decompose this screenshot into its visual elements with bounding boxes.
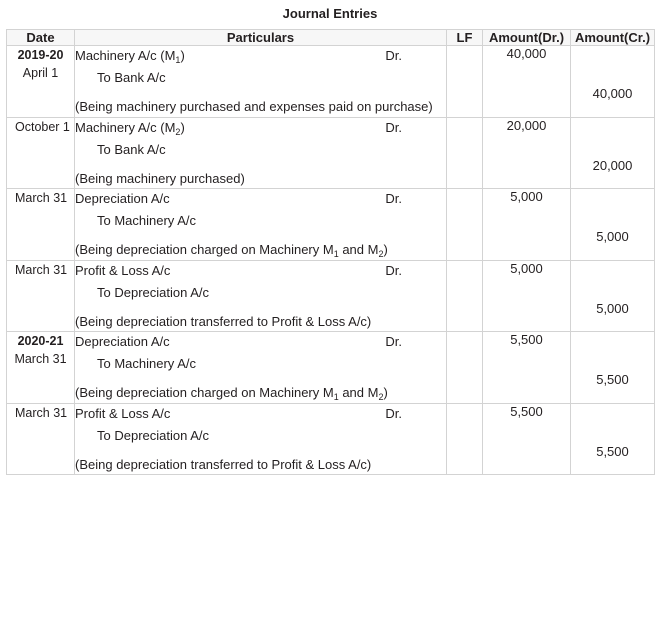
debit-account: Depreciation A/c (75, 334, 170, 349)
entry-amount-dr-cell: 5,500 (483, 332, 571, 404)
debit-account: Depreciation A/c (75, 191, 170, 206)
entry-amount-cr-cell: 5,000 (571, 260, 655, 332)
narration-subscript: 2 (378, 249, 384, 259)
entry-date-cell (7, 46, 75, 118)
entry-amount-dr-cell: 20,000 (483, 117, 571, 189)
dr-marker: Dr. (385, 334, 402, 349)
entry-day: March 31 (15, 262, 68, 277)
entry-date-cell (7, 332, 75, 404)
narration-line: (Being depreciation transferred to Profit & Loss A/c) (75, 456, 372, 472)
dr-marker: Dr. (385, 405, 402, 421)
narration-subscript: 1 (333, 249, 339, 259)
entry-lf-cell (447, 189, 483, 261)
entry-date-cell (7, 189, 75, 261)
narration-line: (Being machinery purchased) (75, 170, 245, 186)
debit-account-tail: ) (180, 48, 185, 63)
debit-line (75, 46, 446, 68)
entry-lf-cell (447, 332, 483, 404)
debit-line (75, 189, 446, 211)
credit-line (75, 140, 446, 162)
narration-part: (Being depreciation charged on Machinery M (75, 242, 334, 257)
table-row (7, 403, 655, 475)
narration-part: ) (383, 242, 388, 257)
entry-year: 2019-20 (17, 48, 64, 62)
credit-line (75, 283, 446, 305)
entry-amount-cr-cell: 5,500 (571, 403, 655, 475)
table-row (7, 117, 655, 189)
entry-amount-dr-cell: 5,000 (483, 260, 571, 332)
credit-line (75, 354, 446, 376)
column-header-lf: LF (447, 30, 483, 46)
entry-particulars-cell (75, 260, 447, 332)
credit-account: To Machinery A/c (97, 213, 196, 228)
narration-subscript: 1 (333, 392, 339, 402)
dr-marker: Dr. (385, 191, 402, 206)
entry-amount-cr-cell: 20,000 (571, 117, 655, 189)
entry-amount-cr-cell: 5,500 (571, 332, 655, 404)
narration-part: (Being depreciation charged on Machinery M (75, 385, 334, 400)
narration-line: (Being machinery purchased and expenses paid on purchase) (75, 99, 433, 114)
entry-particulars-cell (75, 403, 447, 475)
entry-lf-cell (447, 46, 483, 118)
table-row (7, 260, 655, 332)
entry-particulars-cell (75, 189, 447, 261)
debit-account-subscript: 1 (175, 55, 181, 65)
entry-day: March 31 (15, 405, 68, 420)
entry-lf-cell (447, 117, 483, 189)
table-row (7, 189, 655, 261)
entry-amount-cr-cell: 40,000 (571, 46, 655, 118)
narration-line: (Being depreciation transferred to Profit & Loss A/c) (75, 313, 372, 329)
entry-lf-cell (447, 260, 483, 332)
entry-day: October 1 (15, 119, 70, 134)
table-row (7, 46, 655, 118)
dr-marker: Dr. (385, 119, 402, 135)
header-row (7, 30, 655, 46)
narration-subscript: 2 (378, 392, 384, 402)
journal-entries-table (6, 29, 655, 475)
column-header-particulars: Particulars (75, 30, 447, 46)
entry-day: March 31 (15, 191, 68, 205)
debit-line (75, 118, 446, 140)
credit-line (75, 426, 446, 448)
page-title: Journal Entries (282, 6, 378, 21)
credit-account: To Bank A/c (97, 70, 166, 85)
entry-particulars-cell (75, 46, 447, 118)
debit-account-tail: ) (180, 119, 185, 135)
credit-account: To Depreciation A/c (97, 284, 210, 300)
debit-line (75, 404, 446, 426)
entry-particulars-cell (75, 117, 447, 189)
debit-line (75, 332, 446, 354)
entry-day: March 31 (14, 352, 67, 367)
table-body (7, 46, 655, 475)
debit-account: Machinery A/c (M (75, 119, 176, 135)
entry-day: April 1 (22, 66, 59, 81)
narration-part: ) (383, 385, 388, 400)
table-row (7, 332, 655, 404)
entry-year: 2020-21 (17, 334, 64, 348)
debit-account: Profit & Loss A/c (75, 405, 171, 421)
entry-amount-cr-cell: 5,000 (571, 189, 655, 261)
dr-marker: Dr. (385, 262, 402, 278)
entry-date-cell (7, 403, 75, 475)
column-header-date: Date (7, 30, 75, 46)
credit-account: To Bank A/c (97, 141, 166, 157)
table-header (7, 30, 655, 46)
debit-account: Profit & Loss A/c (75, 262, 171, 278)
entry-amount-dr-cell: 40,000 (483, 46, 571, 118)
entry-date-cell (7, 117, 75, 189)
debit-account-subscript: 2 (175, 126, 181, 137)
credit-line (75, 68, 446, 90)
column-header-amount-cr: Amount(Cr.) (571, 30, 655, 46)
entry-particulars-cell (75, 332, 447, 404)
narration-part: and M (338, 385, 379, 400)
narration-line (75, 233, 446, 260)
credit-line (75, 211, 446, 233)
debit-line (75, 261, 446, 283)
credit-account: To Machinery A/c (97, 356, 196, 371)
column-header-amount-dr: Amount(Dr.) (483, 30, 571, 46)
debit-account: Machinery A/c (M (75, 48, 176, 63)
credit-account: To Depreciation A/c (97, 427, 210, 443)
entry-amount-dr-cell: 5,500 (483, 403, 571, 475)
narration-line (75, 376, 446, 403)
dr-marker: Dr. (385, 48, 402, 63)
narration-part: and M (338, 242, 379, 257)
entry-amount-dr-cell: 5,000 (483, 189, 571, 261)
entry-lf-cell (447, 403, 483, 475)
entry-date-cell (7, 260, 75, 332)
